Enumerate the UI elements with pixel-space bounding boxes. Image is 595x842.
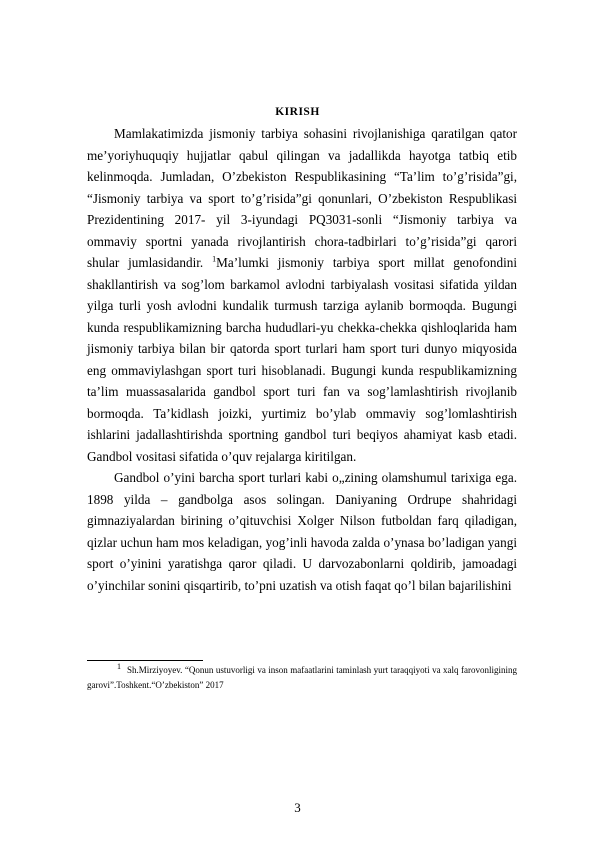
- paragraph-1: [87, 123, 517, 467]
- footnote-marker: 1: [117, 662, 121, 671]
- paragraph-1-text-b: Ma’lumki jismoniy tarbiya sport millat genofondini shakllantirish va sog’lom barkamol avlodni tarbiyalash vositasi sifatida yildan yilga turli yosh avlodni kundalik turmush tarziga aylanib bormoqda. Bugungi kunda respublikamizning barcha hududlari-yu chekka-chekka qishloqlarida ham jismoniy tarbiya bilan bir qatorda sport turlari ham sport turi dunyo miqyosida eng ommaviylashgan sport turi hisoblanadi. Bugungi kunda respublikamizning ta’lim muassasalarida gandbol sport turi fan va sog’lamlashtirish rivojlanib bormoqda. Ta’kidlash joizki, yurtimiz bo’ylab ommaviy sog’lomlashtirish ishlarini jadallashtirishda sportning gandbol turi beqiyos ahamiyat kasb etadi. Gandbol vositasi sifatida o’quv rejalarga kiritilgan.: [87, 255, 518, 464]
- footnote-reference[interactable]: 1: [212, 254, 217, 264]
- paragraph-1-text-a: Mamlakatimizda jismoniy tarbiya sohasini rivojlanishiga qaratilgan qator me’yoriyhuquqiy hujjatlar qabul qilingan va jadallikda hayotga tatbiq etib kelinmoqda. Jumladan, O’zbekiston Respublikasining “Ta’lim to’g’risida”gi, “Jismoniy tarbiya va sport to’g’risida”gi qonunlari, O’zbekiston Respublikasi Prezidentining 2017- yil 3-iyundagi PQ3031-sonli “Jismoniy tarbiya va ommaviy sportni yanada rivojlantirish chora-tadbirlari to’g’risida”gi qarori shular jumlasidandir.: [87, 126, 517, 270]
- footnote: [87, 663, 517, 693]
- body-text: [87, 123, 517, 596]
- paragraph-2: Gandbol o’yini barcha sport turlari kabi o„zining olamshumul tarixiga ega. 1898 yilda – gandbolga asos solingan. Daniyaning Ordrupe shahridagi gimnaziyalardan birining o’qituvchisi Xolger Nilson futboldan farq qiladigan, qizlar uchun ham mos keladigan, yog’inli havoda zalda o’ynasa bo’ladigan yangi sport o’yinini yaratishga qaror qiladi. U darvozabonlarni qoldirib, jamoadagi o’yinchilar sonini qisqartirib, to’pni uzatish va otish faqat qo’l bilan bajarilishini: [87, 470, 517, 593]
- footnote-text: Sh.Mirziyoyev. “Qonun ustuvorligi va inson mafaatlarini taminlash yurt taraqqiyoti va xalq farovonligining garovi”.Toshkent.“O’zbekiston” 2017: [87, 665, 517, 690]
- footnote-divider: [87, 660, 203, 661]
- section-heading: KIRISH: [275, 106, 320, 118]
- page-number: 3: [294, 800, 301, 815]
